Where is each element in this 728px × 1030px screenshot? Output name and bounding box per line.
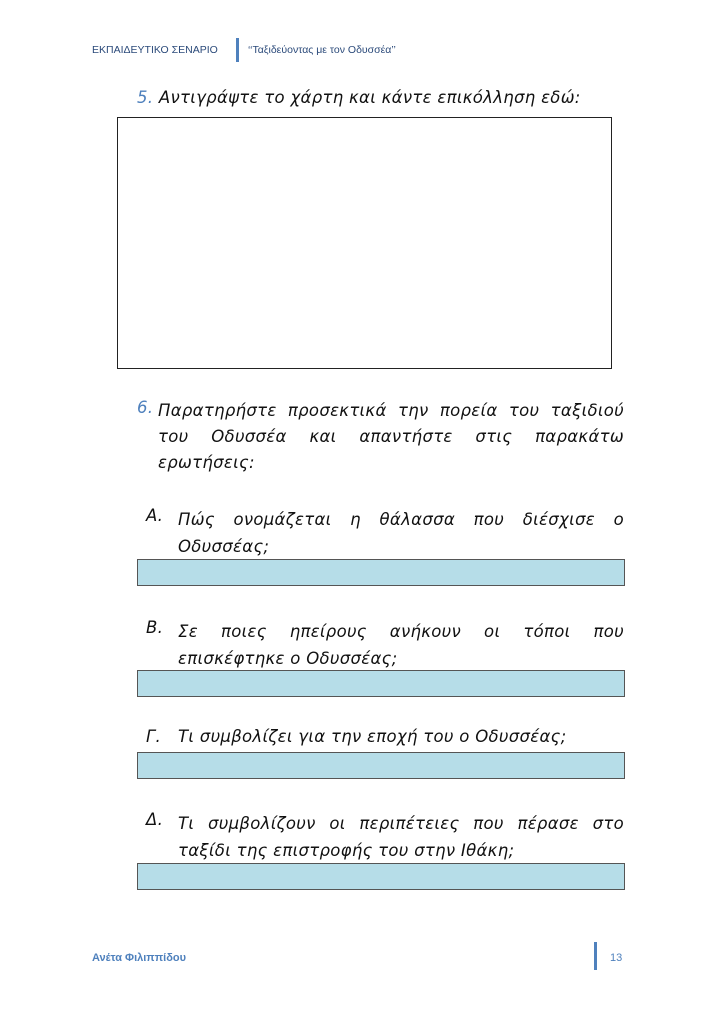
map-paste-box[interactable] (117, 117, 612, 369)
answer-field-d[interactable] (137, 863, 625, 890)
header-title: ΕΚΠΑΙΔΕΥΤΙΚΟ ΣΕΝΑΡΙΟ (92, 44, 218, 56)
question-c-line-1: Τι συμβολίζει για την εποχή του ο Οδυσσέας; (178, 727, 567, 746)
question-6-line-3: ερωτήσεις: (158, 453, 255, 472)
question-5-number: 5. (137, 88, 154, 107)
question-c-label: Γ. (146, 727, 162, 746)
question-a-line-2: Οδυσσέας; (178, 537, 270, 556)
question-5-text: Αντιγράψτε το χάρτη και κάντε επικόλληση εδώ: (158, 88, 581, 107)
question-c (178, 727, 624, 746)
question-b-label: Β. (146, 618, 164, 637)
question-a (178, 506, 624, 560)
question-d-line-2: ταξίδι της επιστροφής του στην Ιθάκη; (178, 841, 515, 860)
question-6-number-wrap (137, 398, 153, 417)
question-b-line-2: επισκέφτηκε ο Οδυσσέας; (178, 649, 398, 668)
question-6-number: 6. (137, 398, 154, 417)
question-b (178, 618, 624, 672)
question-6 (158, 398, 624, 476)
question-b-line-1: Σε ποιες ηπείρους ανήκουν οι τόποι που (178, 622, 624, 641)
page-header (92, 44, 396, 56)
page-number: 13 (610, 952, 623, 964)
answer-field-b[interactable] (137, 670, 625, 697)
header-divider (236, 38, 239, 62)
question-a-label: Α. (146, 506, 164, 525)
header-subtitle: ‘‘Ταξιδεύοντας με τον Οδυσσέα’’ (248, 44, 396, 56)
question-6-line-2: του Οδυσσέα και απαντήστε στις παρακάτω (158, 427, 624, 446)
question-d-line-1: Τι συμβολίζουν οι περιπέτειες που πέρασε στο (178, 814, 624, 833)
question-5 (137, 88, 581, 107)
question-a-line-1: Πώς ονομάζεται η θάλασσα που διέσχισε ο (178, 510, 624, 529)
question-6-line-1: Παρατηρήστε προσεκτικά την πορεία του ταξιδιού (158, 401, 624, 420)
footer-divider (594, 942, 597, 970)
answer-field-a[interactable] (137, 559, 625, 586)
question-d-label: Δ. (146, 810, 164, 829)
answer-field-c[interactable] (137, 752, 625, 779)
footer-author: Ανέτα Φιλιππίδου (92, 952, 186, 964)
question-d (178, 810, 624, 864)
